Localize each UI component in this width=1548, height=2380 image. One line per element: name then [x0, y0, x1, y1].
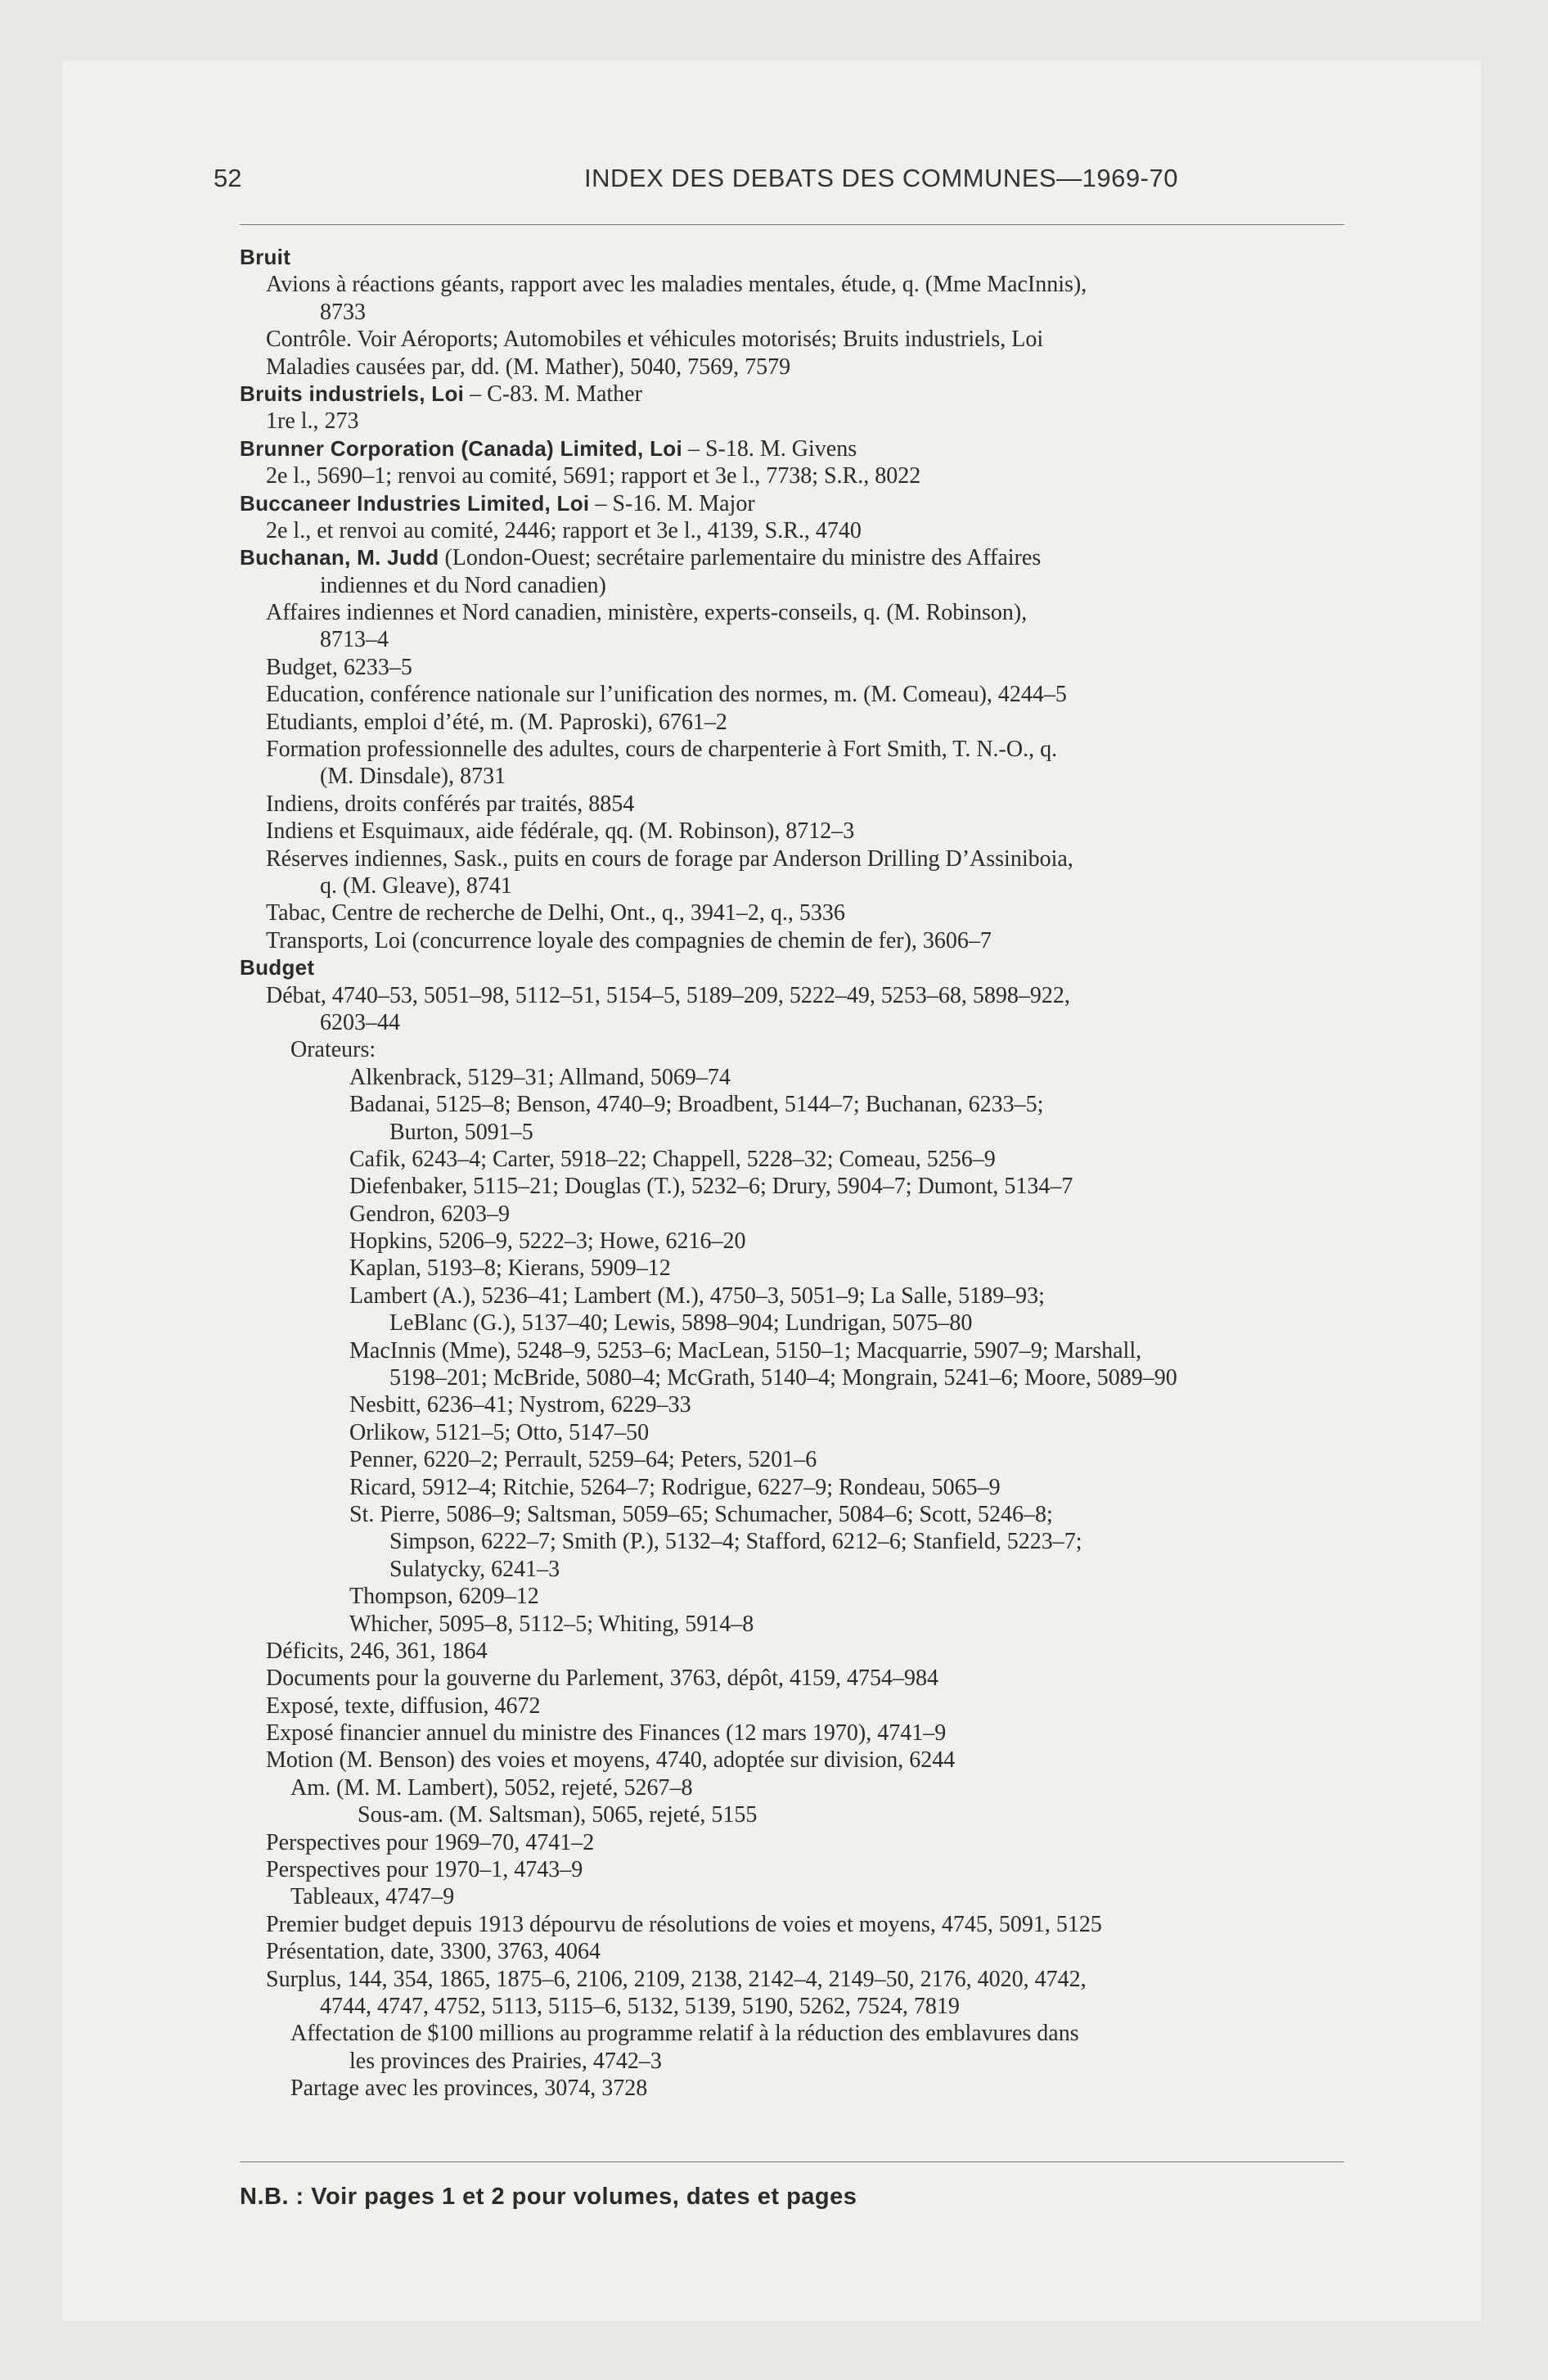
- index-text: Indiens, droits conférés par traités, 8854: [266, 791, 635, 817]
- index-heading: Brunner Corporation (Canada) Limited, Loi: [240, 435, 682, 461]
- index-entry-line: [240, 1883, 1352, 1910]
- index-heading: Bruit: [240, 245, 291, 269]
- index-text: Partage avec les provinces, 3074, 3728: [290, 2076, 648, 2102]
- index-text: Lambert (A.), 5236–41; Lambert (M.), 4750–3, 5051–9; La Salle, 5189–93;: [349, 1282, 1045, 1309]
- index-entry-line: [240, 408, 1352, 435]
- index-text: 4744, 4747, 4752, 5113, 5115–6, 5132, 5139, 5190, 5262, 7524, 7819: [320, 1994, 960, 2019]
- index-entry-line: [240, 1720, 1352, 1747]
- footer-rule: [240, 2161, 1344, 2162]
- index-entry-line: [240, 326, 1352, 353]
- index-entry-line: [240, 1173, 1352, 1200]
- index-heading: Bruits industriels, Loi: [240, 381, 465, 406]
- index-entry-line: [240, 2020, 1352, 2047]
- index-entry-line: [240, 517, 1352, 544]
- index-entry-line: [240, 1064, 1352, 1091]
- index-entry-line: [240, 1993, 1352, 2020]
- index-text: Simpson, 6222–7; Smith (P.), 5132–4; Stafford, 6212–6; Stanfield, 5223–7;: [389, 1529, 1082, 1555]
- index-text: MacInnis (Mme), 5248–9, 5253–6; MacLean, 5150–1; Macquarrie, 5907–9; Marshall,: [349, 1337, 1142, 1364]
- index-entries: [240, 244, 1352, 2103]
- index-text: Formation professionnelle des adultes, cours de charpenterie à Fort Smith, T. N.-O., q.: [266, 737, 1058, 763]
- index-text: Présentation, date, 3300, 3763, 4064: [266, 1939, 601, 1965]
- index-entry-line: [240, 1856, 1352, 1883]
- index-entry-line: [240, 299, 1352, 326]
- index-entry-line: [240, 1474, 1352, 1501]
- index-text: Am. (M. M. Lambert), 5052, rejeté, 5267–8: [290, 1774, 693, 1801]
- index-entry-line: [240, 1801, 1352, 1828]
- index-entry-line: [240, 1446, 1352, 1473]
- index-entry-line: [240, 271, 1352, 298]
- index-text: (London-Ouest; secrétaire parlementaire du ministre des Affaires: [439, 545, 1042, 571]
- index-text: Budget, 6233–5: [266, 654, 412, 680]
- index-text: Perspectives pour 1970–1, 4743–9: [266, 1857, 583, 1883]
- index-text: Contrôle. Voir Aéroports; Automobiles et véhicules motorisés; Bruits industriels, Loi: [266, 327, 1044, 353]
- index-text: Kaplan, 5193–8; Kierans, 5909–12: [349, 1255, 671, 1282]
- index-entry-line: [240, 1693, 1352, 1720]
- index-text: St. Pierre, 5086–9; Saltsman, 5059–65; Schumacher, 5084–6; Scott, 5246–8;: [349, 1501, 1053, 1527]
- index-entry-line: [240, 818, 1352, 845]
- index-entry-line: [240, 845, 1352, 872]
- index-entry-line: [240, 1201, 1352, 1228]
- index-text: LeBlanc (G.), 5137–40; Lewis, 5898–904; Lundrigan, 5075–80: [389, 1310, 973, 1336]
- index-entry-line: [240, 1528, 1352, 1555]
- index-entry-line: [240, 2075, 1352, 2102]
- index-entry-line: [240, 1611, 1352, 1638]
- index-entry-line: [240, 654, 1352, 681]
- running-header: [151, 164, 1345, 201]
- index-entry-line: [240, 1747, 1352, 1774]
- index-text: 5198–201; McBride, 5080–4; McGrath, 5140–4; Mongrain, 5241–6; Moore, 5089–90: [389, 1365, 1177, 1391]
- index-entry-line: [240, 1119, 1352, 1146]
- index-text: Thompson, 6209–12: [349, 1584, 539, 1610]
- index-text: Motion (M. Benson) des voies et moyens, 4740, adoptée sur division, 6244: [266, 1747, 956, 1774]
- index-entry-line: [240, 709, 1352, 736]
- index-text: les provinces des Prairies, 4742–3: [349, 2048, 662, 2074]
- index-entry-line: [240, 1009, 1352, 1036]
- index-entry-line: [240, 354, 1352, 381]
- footer-note: N.B. : Voir pages 1 et 2 pour volumes, dates et pages: [240, 2184, 857, 2210]
- index-heading-line: [240, 381, 1352, 408]
- index-heading-line: [240, 435, 1352, 462]
- index-text: 1re l., 273: [266, 408, 359, 435]
- index-entry-line: [240, 626, 1352, 653]
- index-text: Débat, 4740–53, 5051–98, 5112–51, 5154–5, 5189–209, 5222–49, 5253–68, 5898–922,: [266, 982, 1070, 1008]
- index-entry-line: [240, 1665, 1352, 1692]
- index-text: – S-16. M. Major: [589, 490, 755, 516]
- index-entry-line: [240, 1938, 1352, 1965]
- index-text: indiennes et du Nord canadien): [320, 572, 606, 598]
- index-text: Indiens et Esquimaux, aide fédérale, qq. (M. Robinson), 8712–3: [266, 818, 855, 845]
- index-text: Documents pour la gouverne du Parlement, 3763, dépôt, 4159, 4754–984: [266, 1666, 938, 1692]
- index-entry-line: [240, 1036, 1352, 1063]
- index-text: Sous-am. (M. Saltsman), 5065, rejeté, 5155: [358, 1802, 758, 1828]
- index-text: Etudiants, emploi d’été, m. (M. Paproski), 6761–2: [266, 709, 727, 735]
- index-entry-line: [240, 1337, 1352, 1364]
- index-text: – S-18. M. Givens: [682, 435, 857, 462]
- index-entry-line: [240, 1146, 1352, 1173]
- index-heading: Budget: [240, 955, 315, 980]
- index-text: 2e l., 5690–1; renvoi au comité, 5691; rapport et 3e l., 7738; S.R., 8022: [266, 463, 921, 489]
- page-number: 52: [214, 164, 242, 192]
- index-entry-line: [240, 1966, 1352, 1993]
- index-entry-line: [240, 1228, 1352, 1255]
- index-heading-line: [240, 490, 1352, 517]
- index-heading-line: [240, 954, 1352, 981]
- index-entry-line: [240, 1255, 1352, 1282]
- index-text: Orateurs:: [290, 1037, 376, 1063]
- index-heading-line: [240, 544, 1352, 571]
- index-entry-line: [240, 1282, 1352, 1309]
- index-text: Badanai, 5125–8; Benson, 4740–9; Broadbent, 5144–7; Buchanan, 6233–5;: [349, 1092, 1044, 1118]
- index-text: Orlikow, 5121–5; Otto, 5147–50: [349, 1419, 650, 1445]
- index-entry-line: [240, 681, 1352, 708]
- index-text: (M. Dinsdale), 8731: [320, 764, 506, 790]
- index-entry-line: [240, 1419, 1352, 1446]
- index-text: Diefenbaker, 5115–21; Douglas (T.), 5232–6; Drury, 5904–7; Dumont, 5134–7: [349, 1174, 1073, 1200]
- running-title: INDEX DES DEBATS DES COMMUNES—1969-70: [584, 164, 1178, 192]
- index-text: Ricard, 5912–4; Ritchie, 5264–7; Rodrigue, 6227–9; Rondeau, 5065–9: [349, 1474, 1001, 1500]
- index-heading: Buccaneer Industries Limited, Loi: [240, 490, 590, 516]
- index-entry-line: [240, 599, 1352, 626]
- index-text: Tableaux, 4747–9: [290, 1884, 455, 1910]
- index-text: Affaires indiennes et Nord canadien, ministère, experts-conseils, q. (M. Robinson),: [266, 600, 1028, 626]
- index-entry-line: [240, 1911, 1352, 1938]
- index-text: 6203–44: [320, 1009, 400, 1035]
- index-text: 8713–4: [320, 627, 389, 653]
- index-text: q. (M. Gleave), 8741: [320, 872, 512, 899]
- index-text: Premier budget depuis 1913 dépourvu de résolutions de voies et moyens, 4745, 5091, 5125: [266, 1911, 1102, 1937]
- index-text: Alkenbrack, 5129–31; Allmand, 5069–74: [349, 1064, 731, 1090]
- index-text: Avions à réactions géants, rapport avec les maladies mentales, étude, q. (Mme MacInnis),: [266, 272, 1087, 298]
- index-text: Perspectives pour 1969–70, 4741–2: [266, 1829, 595, 1855]
- index-text: Maladies causées par, dd. (M. Mather), 5040, 7569, 7579: [266, 354, 791, 380]
- index-entry-line: [240, 1501, 1352, 1528]
- index-text: Affectation de $100 millions au programme relatif à la réduction des emblavures dans: [290, 2021, 1079, 2047]
- index-entry-line: [240, 572, 1352, 599]
- index-heading: Buchanan, M. Judd: [240, 545, 439, 570]
- index-entry-line: [240, 1774, 1352, 1801]
- index-text: Sulatycky, 6241–3: [389, 1556, 560, 1582]
- index-text: Tabac, Centre de recherche de Delhi, Ont., q., 3941–2, q., 5336: [266, 900, 845, 926]
- index-entry-line: [240, 1638, 1352, 1665]
- index-entry-line: [240, 763, 1352, 790]
- index-entry-line: [240, 927, 1352, 954]
- index-entry-line: [240, 982, 1352, 1009]
- index-text: Réserves indiennes, Sask., puits en cours de forage par Anderson Drilling D’Assiniboia,: [266, 845, 1073, 872]
- index-text: – C-83. M. Mather: [464, 381, 642, 407]
- index-entry-line: [240, 1829, 1352, 1856]
- index-text: Nesbitt, 6236–41; Nystrom, 6229–33: [349, 1392, 691, 1418]
- index-entry-line: [240, 872, 1352, 899]
- index-entry-line: [240, 899, 1352, 926]
- index-text: 2e l., et renvoi au comité, 2446; rapport et 3e l., 4139, S.R., 4740: [266, 517, 862, 543]
- index-text: Whicher, 5095–8, 5112–5; Whiting, 5914–8: [349, 1611, 754, 1637]
- index-text: Exposé financier annuel du ministre des Finances (12 mars 1970), 4741–9: [266, 1720, 947, 1747]
- index-entry-line: [240, 1091, 1352, 1118]
- index-text: Education, conférence nationale sur l’unification des normes, m. (M. Comeau), 4244–5: [266, 682, 1067, 708]
- index-entry-line: [240, 1309, 1352, 1336]
- index-entry-line: [240, 1391, 1352, 1418]
- index-entry-line: [240, 1583, 1352, 1610]
- index-text: Hopkins, 5206–9, 5222–3; Howe, 6216–20: [349, 1228, 746, 1255]
- index-entry-line: [240, 1556, 1352, 1583]
- index-heading-line: [240, 244, 1352, 271]
- index-text: Cafik, 6243–4; Carter, 5918–22; Chappell, 5228–32; Comeau, 5256–9: [349, 1146, 996, 1172]
- index-text: Déficits, 246, 361, 1864: [266, 1638, 488, 1664]
- index-text: Transports, Loi (concurrence loyale des compagnies de chemin de fer), 3606–7: [266, 927, 992, 953]
- header-rule: [240, 224, 1344, 225]
- index-entry-line: [240, 791, 1352, 818]
- index-text: Burton, 5091–5: [389, 1119, 533, 1145]
- index-text: Exposé, texte, diffusion, 4672: [266, 1693, 541, 1719]
- index-entry-line: [240, 1364, 1352, 1391]
- index-entry-line: [240, 736, 1352, 763]
- index-text: Penner, 6220–2; Perrault, 5259–64; Peters, 5201–6: [349, 1447, 817, 1473]
- index-text: Surplus, 144, 354, 1865, 1875–6, 2106, 2109, 2138, 2142–4, 2149–50, 2176, 4020, 4742,: [266, 1966, 1087, 1992]
- index-entry-line: [240, 462, 1352, 489]
- index-text: Gendron, 6203–9: [349, 1201, 510, 1227]
- index-entry-line: [240, 2048, 1352, 2075]
- index-text: 8733: [320, 299, 366, 325]
